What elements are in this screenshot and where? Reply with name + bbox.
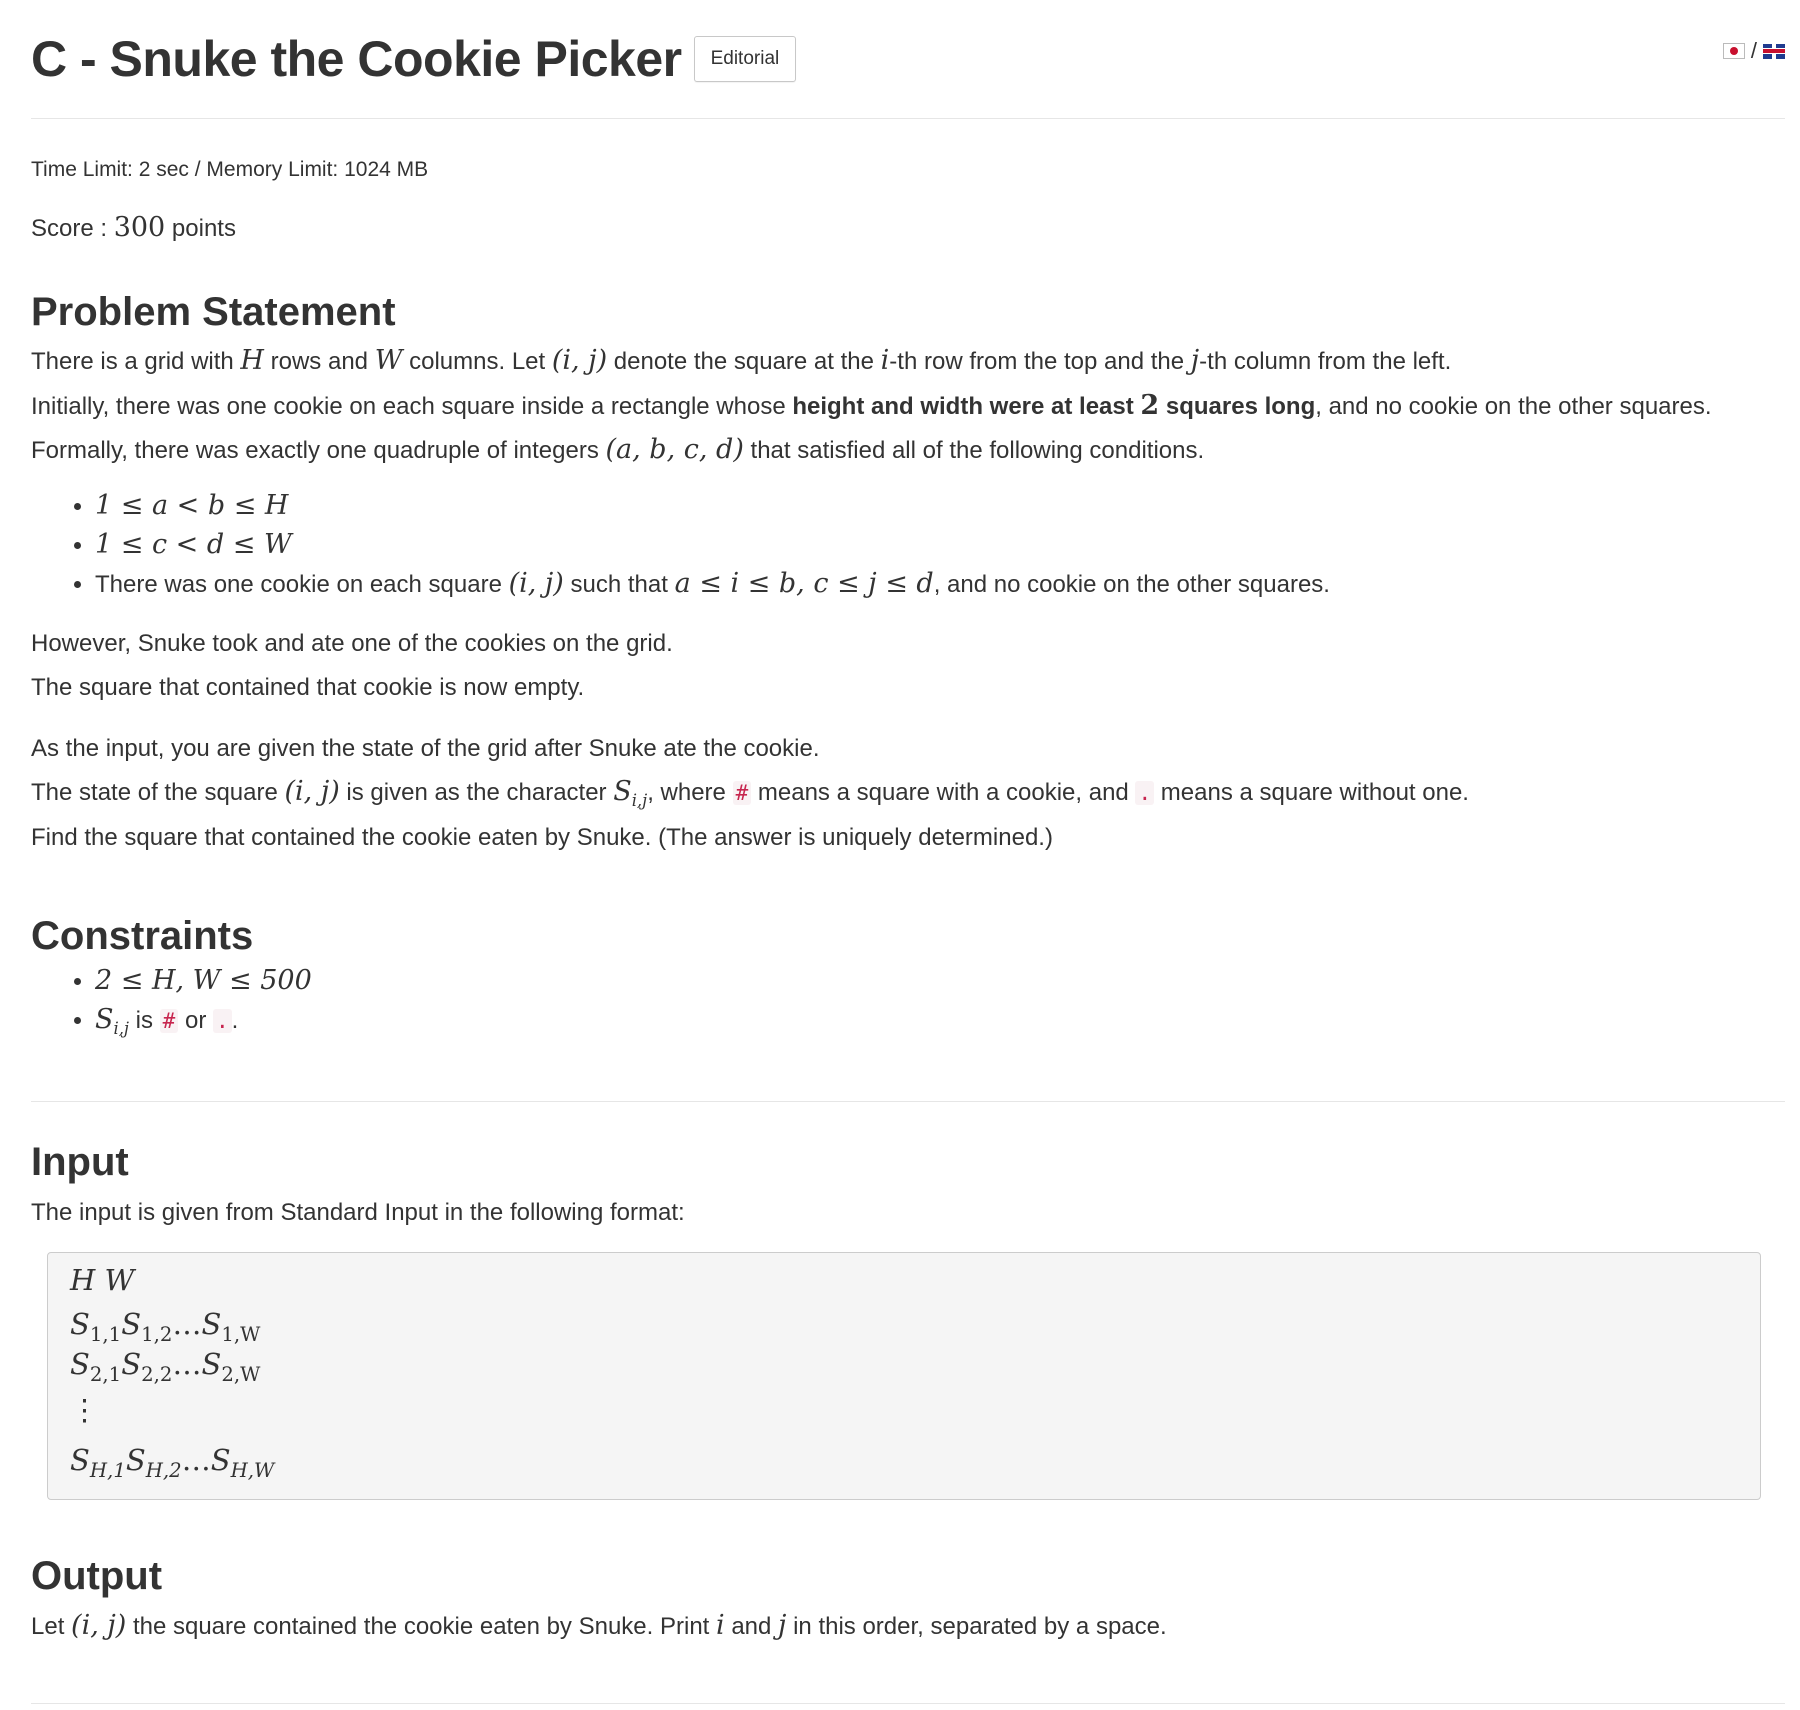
math-subscript: 2,2 [141, 1362, 173, 1386]
score-prefix: Score : [31, 215, 114, 242]
english-flag-icon[interactable] [1763, 44, 1785, 59]
list-item [95, 1001, 312, 1048]
math-subscript: 2,W [221, 1362, 261, 1386]
math-subscript: i,j [631, 790, 648, 810]
format-line-2 [70, 1307, 260, 1346]
statement-line-4: However, Snuke took and ate one of the cookies on the grid. [31, 630, 673, 657]
text: in this order, separated by a space. [786, 1613, 1167, 1640]
limits-text: Time Limit: 2 sec / Memory Limit: 1024 MB [31, 158, 429, 181]
math-S: S [121, 1347, 142, 1381]
output-heading: Output [31, 1554, 163, 1598]
text: , where [647, 779, 733, 806]
math-S: S [70, 1307, 90, 1341]
math-ij: (i, j) [71, 1610, 127, 1641]
math-j: j [778, 1610, 787, 1641]
text: means a square without one. [1154, 779, 1469, 806]
math-dots: … [181, 1443, 211, 1477]
math-inequality: a ≤ i ≤ b, c ≤ j ≤ d [674, 568, 934, 599]
page-title: C - Snuke the Cookie Picker [31, 31, 682, 87]
japanese-flag-icon[interactable] [1723, 43, 1745, 59]
constraints-heading: Constraints [31, 914, 254, 958]
text: means a square with a cookie, and [751, 779, 1136, 806]
statement-line-3 [31, 434, 1204, 467]
score-text [31, 212, 236, 245]
text: . [231, 1007, 239, 1034]
math-subscript: H,2 [145, 1458, 182, 1482]
math-dots: … [172, 1307, 202, 1341]
output-text [31, 1610, 1167, 1643]
condition-2: 1 ≤ c < d ≤ W [95, 529, 292, 560]
math-2: 2 [1140, 390, 1160, 421]
input-format-block [47, 1252, 1761, 1500]
conditions-list [31, 487, 1330, 604]
statement-line-1 [31, 345, 1451, 378]
math-subscript: i,j [113, 1018, 129, 1038]
math-dots: … [172, 1347, 202, 1381]
text: and [724, 1613, 779, 1640]
math-S: S [201, 1347, 222, 1381]
text: Initially, there was one cookie on each square inside a rectangle whose [31, 393, 793, 420]
text: -th column from the left. [1199, 348, 1452, 375]
text: , and no cookie on the other squares. [1315, 393, 1712, 420]
text: is given as the character [339, 779, 614, 806]
math-S: S [70, 1443, 90, 1477]
divider [31, 1101, 1785, 1102]
text: rows and [263, 348, 375, 375]
text: There was one cookie on each square [95, 571, 509, 598]
text: -th row from the top and the [889, 348, 1191, 375]
constraints-list [31, 962, 312, 1048]
math-W: W [374, 345, 403, 376]
math-abcd: (a, b, c, d) [605, 434, 744, 465]
format-line-H [70, 1443, 274, 1482]
constraint-1: 2 ≤ H, W ≤ 500 [95, 965, 312, 996]
bold-text: height and width were at least [792, 393, 1141, 420]
text: Formally, there was exactly one quadruple of integers [31, 437, 606, 464]
list-item [95, 565, 1330, 604]
math-subscript: 1,2 [141, 1322, 173, 1346]
math-subscript: 2,1 [89, 1362, 122, 1386]
title-row [31, 24, 796, 94]
math-ij: (i, j) [551, 345, 608, 376]
problem-statement-heading: Problem Statement [31, 290, 396, 334]
lang-separator: / [1750, 38, 1757, 63]
language-switch [1723, 38, 1785, 64]
bold-text: squares long [1159, 393, 1316, 420]
math-j: j [1190, 345, 1200, 376]
text: There is a grid with [31, 348, 241, 375]
math-S: S [95, 1004, 114, 1035]
math-subscript: 1,W [221, 1322, 261, 1346]
input-text: The input is given from Standard Input in the following format: [31, 1199, 685, 1226]
math-S: S [70, 1347, 90, 1381]
math-i: i [880, 345, 890, 376]
code-dot: . [213, 1009, 232, 1033]
editorial-button[interactable]: Editorial [694, 36, 797, 82]
text: Let [31, 1613, 72, 1640]
statement-line-2 [31, 390, 1712, 423]
text: the square contained the cookie eaten by Snuke. Print [126, 1613, 717, 1640]
list-item [95, 526, 1330, 565]
math-S: S [121, 1307, 142, 1341]
list-item [95, 487, 1330, 526]
input-heading: Input [31, 1140, 129, 1184]
text: The state of the square [31, 779, 285, 806]
divider [31, 118, 1785, 119]
text: that satisfied all of the following conditions. [743, 437, 1205, 464]
math-ij: (i, j) [508, 568, 564, 599]
format-vdots: ⋮ [70, 1393, 99, 1427]
math-H: H [240, 345, 264, 376]
text: columns. Let [402, 348, 552, 375]
score-value: 300 [113, 212, 166, 243]
text: or [178, 1007, 213, 1034]
divider [31, 1703, 1785, 1704]
math-subscript: H,W [230, 1458, 275, 1482]
math-subscript: H,1 [89, 1458, 126, 1482]
code-dot: . [1135, 781, 1154, 805]
math-S: S [210, 1443, 231, 1477]
math-S: S [201, 1307, 222, 1341]
statement-line-8: Find the square that contained the cookie eaten by Snuke. (The answer is uniquely determined.) [31, 824, 1053, 851]
math-ij: (i, j) [284, 776, 340, 807]
text: such that [563, 571, 675, 598]
math-i: i [716, 1610, 725, 1641]
text: denote the square at the [607, 348, 881, 375]
format-line-1: H W [70, 1263, 135, 1297]
statement-line-6: As the input, you are given the state of the grid after Snuke ate the cookie. [31, 735, 820, 762]
math-subscript: 1,1 [89, 1322, 122, 1346]
statement-line-7 [31, 776, 1469, 817]
code-hash: # [160, 1009, 179, 1033]
format-line-3 [70, 1347, 260, 1386]
text: , and no cookie on the other squares. [933, 571, 1330, 598]
code-hash: # [733, 781, 752, 805]
text: is [128, 1007, 160, 1034]
statement-line-5: The square that contained that cookie is now empty. [31, 674, 585, 701]
list-item [95, 962, 312, 1001]
math-S: S [613, 776, 632, 807]
math-S: S [125, 1443, 146, 1477]
score-suffix: points [165, 215, 236, 242]
condition-1: 1 ≤ a < b ≤ H [95, 490, 289, 521]
